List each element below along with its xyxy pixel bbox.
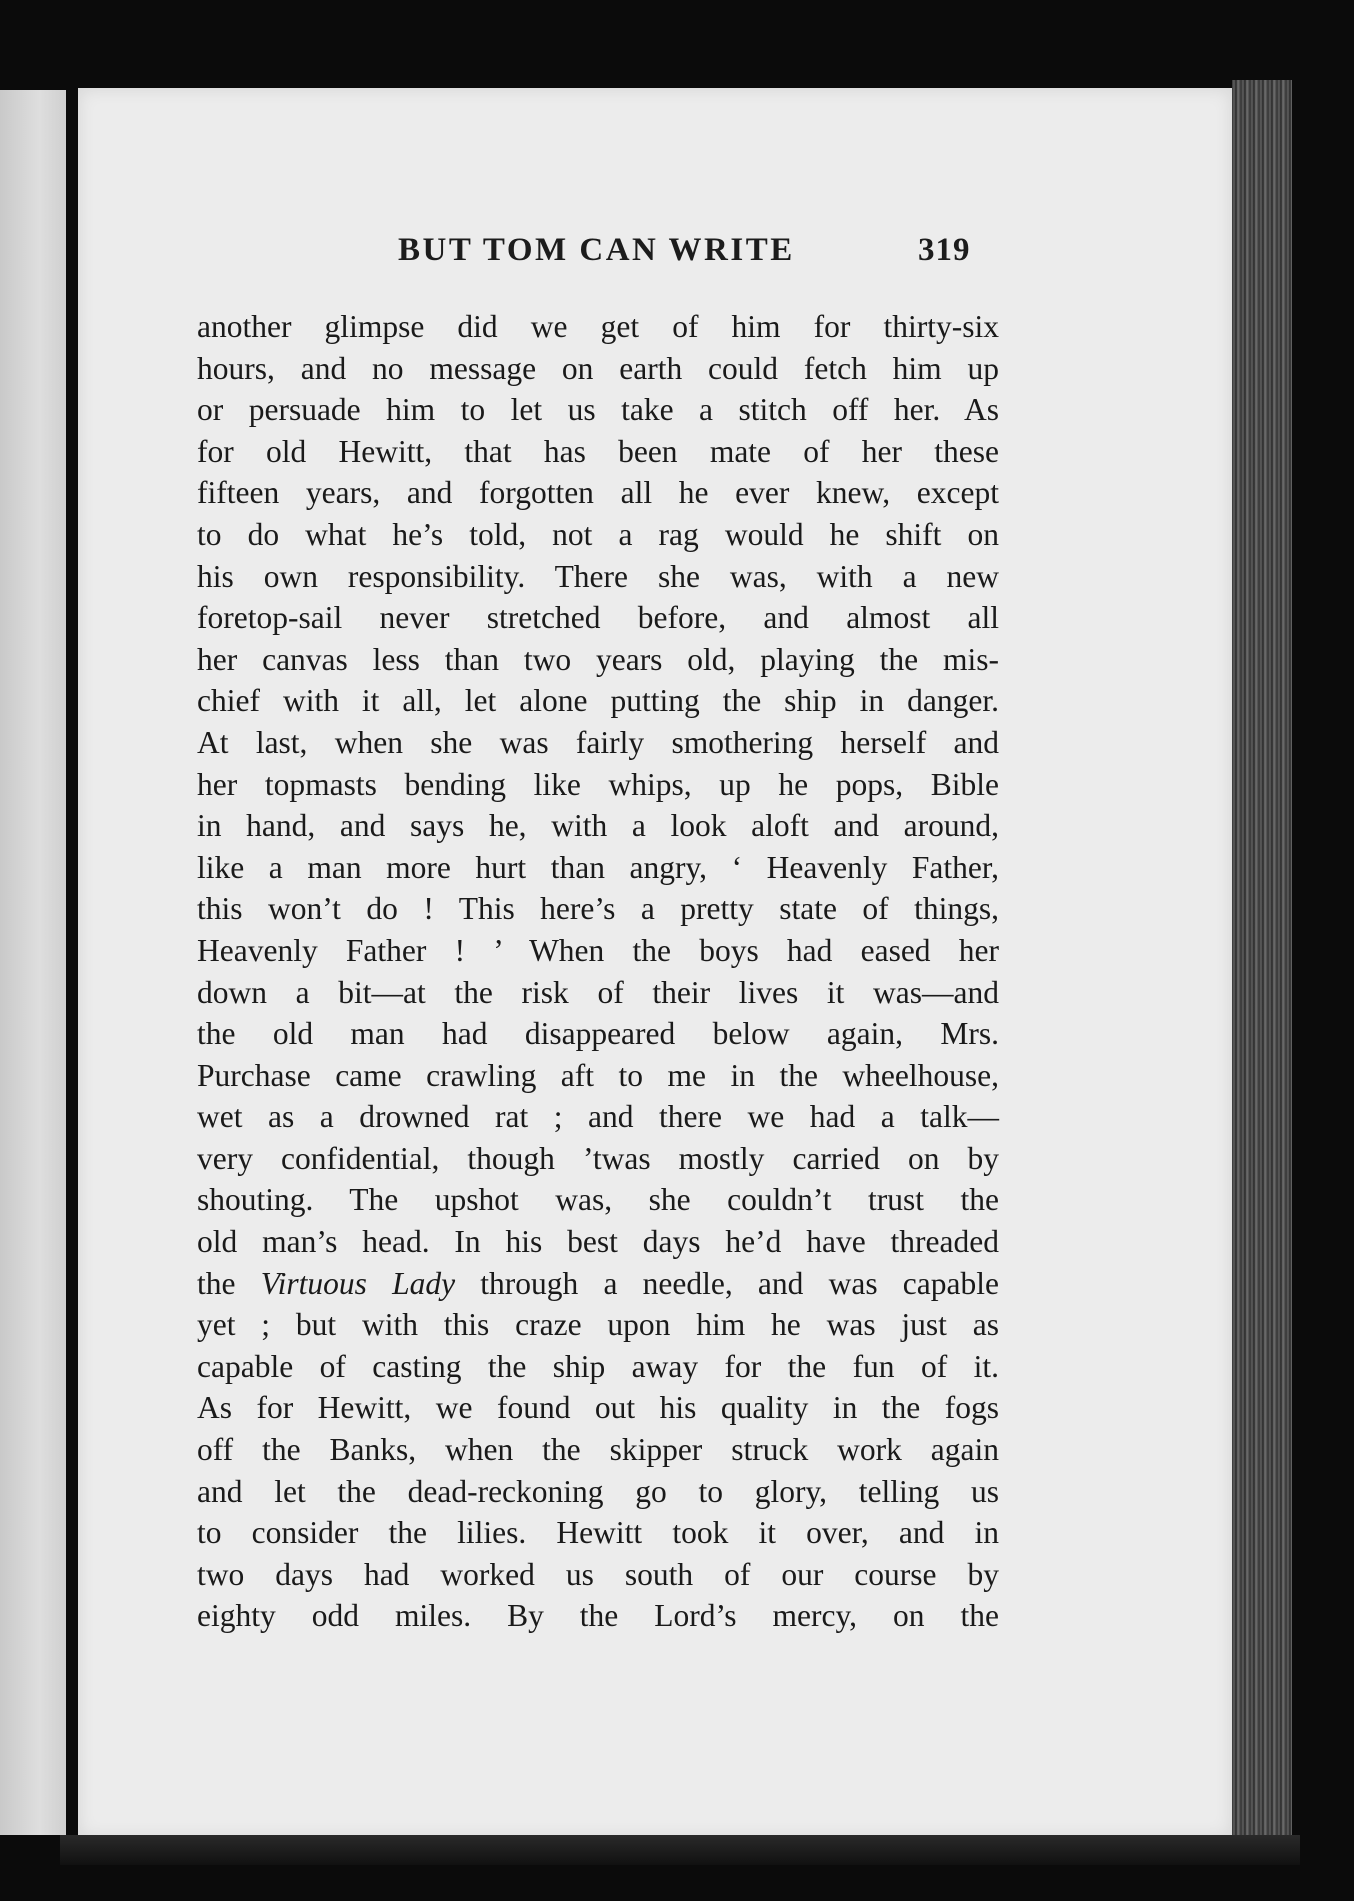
text-line: shouting. The upshot was, she couldn’t trust the [197,1182,999,1218]
text-line: her topmasts bending like whips, up he pops, Bible [197,766,999,802]
text-line: chief with it all, let alone putting the ship in danger. [197,683,999,719]
text-line: very confidential, though ’twas mostly carried on by [197,1140,999,1176]
text-line: like a man more hurt than angry, ‘ Heavenly Father, [197,849,999,885]
running-head-title: BUT TOM CAN WRITE [398,232,795,268]
text-line: fifteen years, and forgotten all he ever knew, except [197,475,999,511]
text-line-with-italic [197,1263,999,1305]
text-line: yet ; but with this craze upon him he was just as [197,1307,999,1343]
page-number: 319 [918,232,971,268]
text-line: and let the dead-reckoning go to glory, telling us [197,1473,999,1509]
text-line: her canvas less than two years old, playing the mis- [197,641,999,677]
text-line: two days had worked us south of our course by [197,1556,999,1592]
text-segment: the [197,1265,261,1301]
page-stack-edge [1232,80,1292,1845]
text-line: old man’s head. In his best days he’d have threaded [197,1224,999,1260]
text-line: Heavenly Father ! ’ When the boys had eased her [197,932,999,968]
ship-name-italic: Virtuous Lady [260,1265,456,1301]
text-line: this won’t do ! This here’s a pretty state of things, [197,891,999,927]
text-line: in hand, and says he, with a look aloft and around, [197,808,999,844]
bottom-shadow [60,1835,1300,1865]
text-line: the old man had disappeared below again, Mrs. [197,1016,999,1052]
text-line: hours, and no message on earth could fetch him up [197,350,999,386]
running-head [198,232,998,282]
text-line: for old Hewitt, that has been mate of her these [197,433,999,469]
text-line: to do what he’s told, not a rag would he shift on [197,516,999,552]
text-line: or persuade him to let us take a stitch off her. As [197,392,999,428]
text-line: off the Banks, when the skipper struck work again [197,1432,999,1468]
text-line: down a bit—at the risk of their lives it was—and [197,974,999,1010]
facing-page-strip [0,90,66,1835]
text-line: capable of casting the ship away for the fun of it. [197,1348,999,1384]
text-line: At last, when she was fairly smothering herself and [197,724,999,760]
text-line: As for Hewitt, we found out his quality in the fogs [197,1390,999,1426]
text-line: wet as a drowned rat ; and there we had a talk— [197,1099,999,1135]
text-line: to consider the lilies. Hewitt took it over, and in [197,1515,999,1551]
text-line: his own responsibility. There she was, with a new [197,558,999,594]
text-segment: through a needle, and was capable [455,1265,999,1301]
text-line: Purchase came crawling aft to me in the wheelhouse, [197,1057,999,1093]
text-line: another glimpse did we get of him for thirty-six [197,309,999,344]
body-text [197,306,999,1637]
text-line: eighty odd miles. By the Lord’s mercy, on the [197,1598,999,1634]
text-line: foretop-sail never stretched before, and almost all [197,600,999,636]
